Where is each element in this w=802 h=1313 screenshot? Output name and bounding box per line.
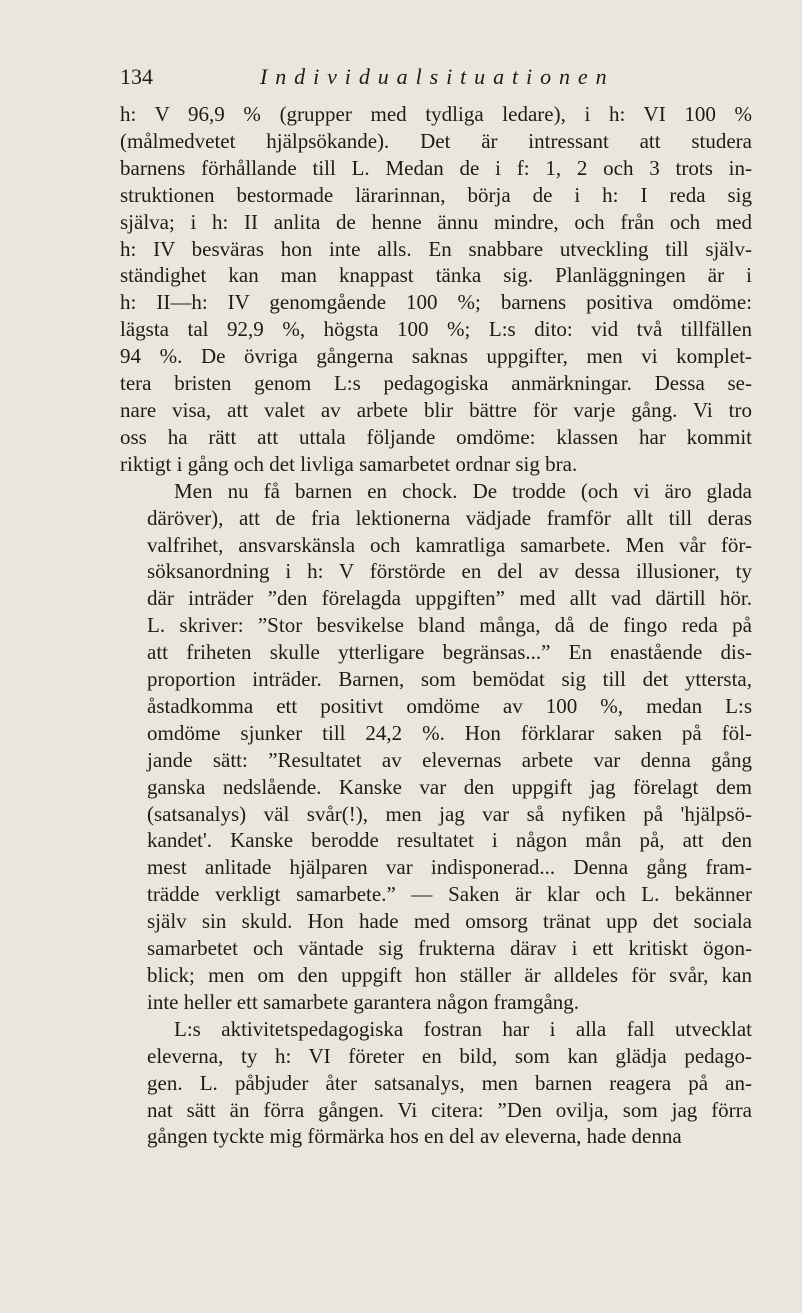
text-line: kandet'. Kanske berodde resultatet i någon mån på, att den xyxy=(147,828,752,853)
text-line: jande sätt: ”Resultatet av elevernas arbete var denna gång xyxy=(147,747,752,772)
page-header xyxy=(120,64,752,94)
text-line: själva; i h: II anlita de henne ännu mindre, och från och med xyxy=(120,209,752,234)
text-line: gen. L. påbjuder åter satsanalys, men barnen reagera på an- xyxy=(147,1070,752,1095)
text-line: nare visa, att valet av arbete blir bättre för varje gång. Vi tro xyxy=(120,397,752,422)
text-line: att friheten skulle ytterligare begränsas...” En enastående dis- xyxy=(147,640,752,665)
text-line: 94 %. De övriga gångerna saknas uppgifter, men vi komplet- xyxy=(120,344,752,369)
paragraph xyxy=(120,478,752,1016)
text-line: h: II—h: IV genomgående 100 %; barnens positiva omdöme: xyxy=(120,290,752,315)
text-line: gången tyckte mig förmärka hos en del av eleverna, hade denna xyxy=(147,1124,682,1149)
text-line: tera bristen genom L:s pedagogiska anmärkningar. Dessa se- xyxy=(120,371,752,396)
text-line: (målmedvetet hjälpsökande). Det är intressant att studera xyxy=(120,128,752,153)
text-line: mest anlitade hjälparen var indisponerad... Denna gång fram- xyxy=(147,855,752,880)
text-line: barnens förhållande till L. Medan de i f: 1, 2 och 3 trots in- xyxy=(120,155,752,180)
text-line: nat sätt än förra gången. Vi citera: ”Den ovilja, som jag förra xyxy=(147,1097,752,1122)
paragraph xyxy=(120,1016,752,1151)
text-line: Men nu få barnen en chock. De trodde (och vi äro glada xyxy=(174,478,752,503)
text-line: söksanordning i h: V förstörde en del av dessa illusioner, ty xyxy=(147,559,752,584)
text-line: samarbetet och väntade sig frukterna därav i ett kritiskt ögon- xyxy=(147,936,752,961)
text-line: själv sin skuld. Hon hade med omsorg tränat upp det sociala xyxy=(147,909,752,934)
text-line: omdöme sjunker till 24,2 %. Hon förklarar saken på föl- xyxy=(147,720,752,745)
text-line: lägsta tal 92,9 %, högsta 100 %; L:s dito: vid två tillfällen xyxy=(120,317,752,342)
text-line: L:s aktivitetspedagogiska fostran har i alla fall utvecklat xyxy=(174,1016,752,1041)
text-line: valfrihet, ansvarskänsla och kamratliga samarbete. Men vår för- xyxy=(147,532,752,557)
page-number: 134 xyxy=(120,64,153,89)
text-line: där inträder ”den förelagda uppgiften” med allt vad därtill hör. xyxy=(147,586,752,611)
text-line: h: V 96,9 % (grupper med tydliga ledare), i h: VI 100 % xyxy=(120,102,752,126)
text-line: åstadkomma ett positivt omdöme av 100 %, medan L:s xyxy=(147,693,752,718)
paragraph xyxy=(120,101,752,478)
text-line: oss ha rätt att uttala följande omdöme: klassen har kommit xyxy=(120,424,752,449)
text-line: (satsanalys) väl svår(!), men jag var så nyfiken på 'hjälpsö- xyxy=(147,801,752,826)
running-title: Individualsituationen xyxy=(260,64,615,89)
text-line: däröver), att de fria lektionerna vädjade framför allt till deras xyxy=(147,505,752,530)
text-line: ständighet kan man knappast tänka sig. Planläggningen är i xyxy=(120,263,752,288)
text-line: ganska nedslående. Kanske var den uppgift jag förelagt dem xyxy=(147,774,752,799)
text-line: struktionen bestormade lärarinnan, börja de i h: I reda sig xyxy=(120,182,752,207)
body-text xyxy=(120,101,752,1150)
text-line: L. skriver: ”Stor besvikelse bland många, då de fingo reda på xyxy=(147,613,752,638)
text-line: eleverna, ty h: VI företer en bild, som kan glädja pedago- xyxy=(147,1043,752,1068)
text-line: h: IV besväras hon inte alls. En snabbare utveckling till själv- xyxy=(120,236,752,261)
text-line: inte heller ett samarbete garantera någon framgång. xyxy=(147,989,580,1014)
text-line: trädde verkligt samarbete.” — Saken är klar och L. bekänner xyxy=(147,882,752,907)
text-line: riktigt i gång och det livliga samarbetet ordnar sig bra. xyxy=(120,451,578,476)
text-line: blick; men om den uppgift hon ställer är alldeles för svår, kan xyxy=(147,963,752,987)
text-line: proportion inträder. Barnen, som bemödat sig till det yttersta, xyxy=(147,667,752,692)
